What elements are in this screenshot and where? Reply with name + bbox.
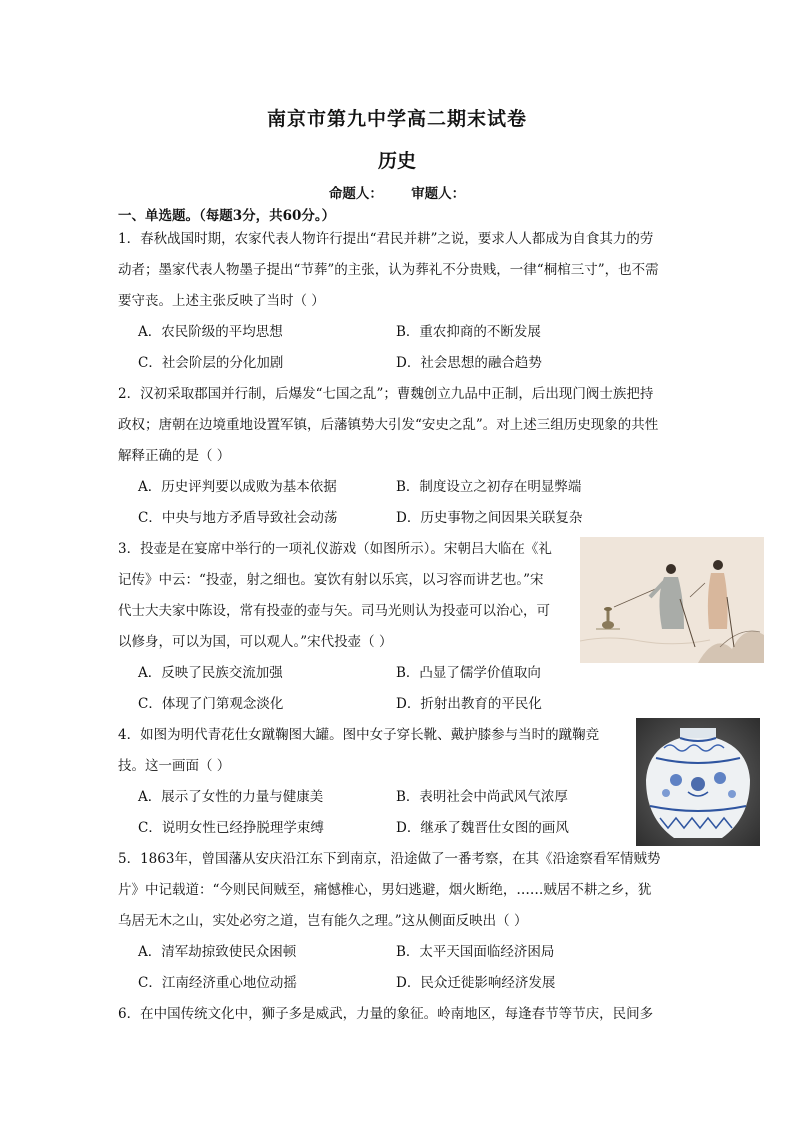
q5-line-3: 乌居无木之山，实处必穷之道，岂有能久之理。”这从侧面反映出（ ） bbox=[118, 913, 528, 929]
q1-option-d: D．社会思想的融合趋势 bbox=[396, 355, 542, 371]
touhu-painting-image bbox=[580, 537, 764, 663]
q2-line-2: 政权；唐朝在边境重地设置军镇，后藩镇势大引发“安史之乱”。对上述三组历史现象的共性 bbox=[118, 417, 659, 433]
q5-line-2: 片》中记载道：“今则民间贼至，痛憾椎心，男妇逃避，烟火断绝，……贼居不耕之乡，犹 bbox=[118, 882, 652, 898]
q1-line-3: 要守丧。上述主张反映了当时（ ） bbox=[118, 293, 325, 309]
q4-option-d: D．继承了魏晋仕女图的画风 bbox=[396, 820, 569, 836]
q5-option-b: B．太平天国面临经济困局 bbox=[396, 944, 555, 960]
q2-line-3: 解释正确的是（ ） bbox=[118, 448, 231, 464]
q5-option-d: D．民众迁徙影响经济发展 bbox=[396, 975, 556, 991]
q6-line-1: 6．在中国传统文化中，狮子多是威武，力量的象征。岭南地区，每逢春节等节庆，民间多 bbox=[118, 1006, 654, 1022]
q3-line-3: 代士大夫家中陈设，常有投壶的壶与矢。司马光则认为投壶可以治心，可 bbox=[118, 603, 550, 619]
q3-line-4: 以修身，可以为国，可以观人。”宋代投壶（ ） bbox=[118, 634, 393, 650]
q4-option-c: C．说明女性已经挣脱理学束缚 bbox=[138, 820, 324, 836]
q2-line-1: 2．汉初采取郡国并行制，后爆发“七国之乱”；曹魏创立九品中正制，后出现门阀士族把持 bbox=[118, 386, 654, 402]
q1-option-a: A．农民阶级的平均思想 bbox=[138, 324, 283, 340]
q1-option-c: C．社会阶层的分化加剧 bbox=[138, 355, 284, 371]
q4-option-b: B．表明社会中尚武风气浓厚 bbox=[396, 789, 568, 805]
exam-title: 南京市第九中学高二期末试卷 bbox=[266, 108, 527, 130]
q1-option-b: B．重农抑商的不断发展 bbox=[396, 324, 541, 340]
q4-line-2: 技。这一画面（ ） bbox=[118, 758, 231, 774]
author-line bbox=[0, 182, 794, 202]
q1-line-1: 1．春秋战国时期，农家代表人物许行提出“君民并耕”之说，要求人人都成为自食其力的劳 bbox=[118, 231, 654, 247]
q3-option-c: C．体现了门第观念淡化 bbox=[138, 696, 284, 712]
q1-line-2: 动者；墨家代表人物墨子提出“节葬”的主张，认为葬礼不分贵贱，一律“桐棺三寸”，也不需 bbox=[118, 262, 659, 278]
q2-option-a: A．历史评判要以成败为基本依据 bbox=[138, 479, 337, 495]
exam-subject: 历史 bbox=[377, 150, 416, 172]
q5-option-c: C．江南经济重心地位动摇 bbox=[138, 975, 297, 991]
q5-option-a: A．清军劫掠致使民众困顿 bbox=[138, 944, 297, 960]
q2-option-d: D．历史事物之间因果关联复杂 bbox=[396, 510, 583, 526]
q4-option-a: A．展示了女性的力量与健康美 bbox=[138, 789, 324, 805]
blue-white-jar-image bbox=[636, 718, 760, 846]
section-heading: 一、单选题。（每题3分，共60分。） bbox=[118, 208, 336, 224]
q3-line-1: 3．投壶是在宴席中举行的一项礼仪游戏（如图所示）。宋朝吕大临在《礼 bbox=[118, 541, 552, 557]
author-label: 命题人： bbox=[328, 186, 383, 202]
q3-option-a: A．反映了民族交流加强 bbox=[138, 665, 283, 681]
q3-option-b: B．凸显了儒学价值取向 bbox=[396, 665, 541, 681]
reviewer-label: 审题人： bbox=[411, 186, 466, 202]
q2-option-c: C．中央与地方矛盾导致社会动荡 bbox=[138, 510, 338, 526]
q2-option-b: B．制度设立之初存在明显弊端 bbox=[396, 479, 582, 495]
q3-line-2: 记传》中云：“投壶，射之细也。宴饮有射以乐宾，以习容而讲艺也。”宋 bbox=[118, 572, 544, 588]
q5-line-1: 5．1863年，曾国藩从安庆沿江东下到南京，沿途做了一番考察，在其《沿途察看军情贼势 bbox=[118, 851, 661, 867]
q3-option-d: D．折射出教育的平民化 bbox=[396, 696, 542, 712]
q4-line-1: 4．如图为明代青花仕女蹴鞠图大罐。图中女子穿长靴、戴护膝参与当时的蹴鞠竞 bbox=[118, 727, 600, 743]
